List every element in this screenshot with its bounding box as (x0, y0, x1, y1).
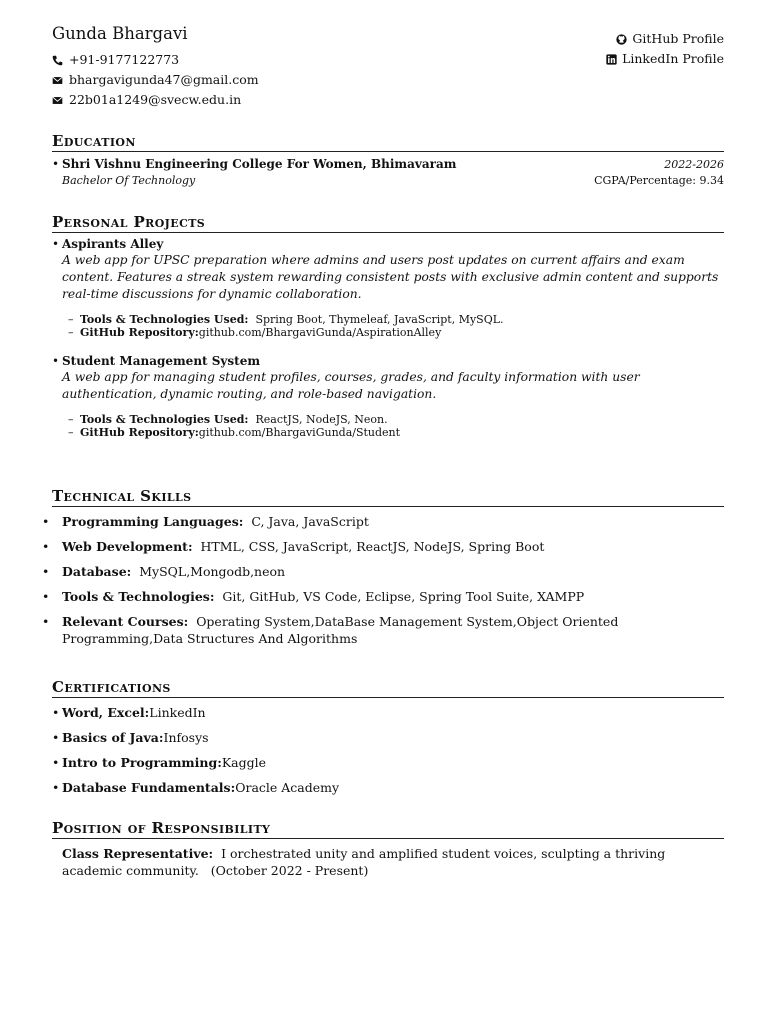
linkedin-profile-link[interactable] (606, 48, 724, 68)
tools-label: Tools & Technologies Used: (80, 313, 249, 326)
bullet: • (52, 237, 60, 251)
project-description: A web app for managing student profiles, courses, grades, and faculty information with user authentication, dynamic routing, and role-based navigation. (62, 370, 640, 401)
linkedin-link-label: LinkedIn Profile (622, 50, 724, 66)
linkedin-icon (606, 53, 617, 64)
project-description: A web app for UPSC preparation where admins and users post updates on current affairs and exam content. Features a streak system rewarding consistent posts with exclusive admin content and supports real-time discussions for dynamic collaboration. (62, 253, 719, 301)
education-entry (52, 157, 724, 171)
cert-label: Intro to Programming: (62, 755, 222, 770)
certification-item: • Intro to Programming:Kaggle (52, 755, 267, 770)
certification-item: • Basics of Java:Infosys (52, 730, 209, 745)
section-title-responsibility: Position of Responsibility (52, 819, 724, 839)
cert-issuer: Infosys (163, 730, 209, 745)
skill-label: Programming Languages: (62, 514, 244, 529)
skill-item: • Tools & Technologies: Git, GitHub, VS Code, Eclipse, Spring Tool Suite, XAMPP (42, 589, 585, 604)
cert-label: Word, Excel: (62, 705, 150, 720)
cert-issuer: Oracle Academy (235, 780, 340, 795)
repo-link[interactable]: github.com/BhargaviGunda/AspirationAlley (198, 326, 442, 339)
role-label: Class Representative: (62, 846, 214, 861)
project-details: – Tools & Technologies Used: ReactJS, NodeJS, Neon. – GitHub Repository:github.com/BhargaviGunda/Student (68, 413, 401, 439)
tools-value: Spring Boot, Thymeleaf, JavaScript, MySQL. (255, 313, 504, 326)
skill-label: Relevant Courses: (62, 614, 189, 629)
cert-label: Basics of Java: (62, 730, 164, 745)
email-personal[interactable]: bhargavigunda47@gmail.com (69, 72, 259, 87)
cert-issuer: Kaggle (221, 755, 267, 770)
section-title-certifications: Certifications (52, 678, 724, 698)
skill-value: C, Java, JavaScript (251, 514, 369, 529)
email-line-1 (52, 72, 259, 87)
project-item (52, 354, 724, 439)
cert-label: Database Fundamentals: (62, 780, 236, 795)
section-title-projects: Personal Projects (52, 213, 724, 233)
section-title-education: Education (52, 132, 724, 152)
section-title-skills: Technical Skills (52, 487, 724, 507)
project-name: Student Management System (62, 354, 261, 368)
phone-number[interactable]: +91-9177122773 (69, 52, 180, 67)
skill-value: MySQL,Mongodb,neon (139, 564, 286, 579)
institution-name: Shri Vishnu Engineering College For Women, Bhimavaram (62, 157, 457, 171)
project-item (52, 237, 724, 339)
repo-label: GitHub Repository: (80, 426, 199, 439)
profile-links (606, 28, 724, 68)
repo-link[interactable]: github.com/BhargaviGunda/Student (198, 426, 401, 439)
candidate-name: Gunda Bhargavi (52, 24, 188, 43)
cert-issuer: LinkedIn (149, 705, 206, 720)
bullet: • (52, 354, 60, 368)
envelope-icon (52, 94, 63, 105)
github-profile-link[interactable] (606, 28, 724, 48)
envelope-icon (52, 74, 63, 85)
resume-page (42, 24, 724, 878)
skill-label: Web Development: (62, 539, 193, 554)
role-period: (October 2022 - Present) (210, 863, 369, 878)
responsibility-section (52, 819, 724, 879)
skill-item: • Web Development: HTML, CSS, JavaScript, ReactJS, NodeJS, Spring Boot (42, 539, 545, 554)
email-line-2 (52, 92, 241, 107)
skill-value: HTML, CSS, JavaScript, ReactJS, NodeJS, Spring Boot (200, 539, 545, 554)
tools-label: Tools & Technologies Used: (80, 413, 249, 426)
skill-value: Operating System,DataBase Management System,Object Oriented Programming,Data Structures And Algorithms (62, 614, 619, 646)
certification-item: • Word, Excel:LinkedIn (52, 705, 206, 720)
email-college[interactable]: 22b01a1249@svecw.edu.in (69, 92, 242, 107)
skill-value: Git, GitHub, VS Code, Eclipse, Spring Tool Suite, XAMPP (222, 589, 585, 604)
phone-line (52, 52, 179, 67)
education-section (52, 132, 724, 187)
phone-icon (52, 54, 63, 65)
certifications-section (52, 678, 724, 796)
project-details: – Tools & Technologies Used: Spring Boot, Thymeleaf, JavaScript, MySQL. – GitHub Repository:github.com/BhargaviGunda/AspirationAlley (68, 313, 504, 339)
resume-header (52, 24, 724, 114)
skill-label: Tools & Technologies: (62, 589, 215, 604)
degree-name: Bachelor Of Technology (62, 174, 196, 187)
cgpa-score: CGPA/Percentage: 9.34 (594, 174, 724, 187)
skill-item: • Database: MySQL,Mongodb,neon (42, 564, 286, 579)
projects-section (52, 213, 724, 439)
skill-item: • Programming Languages: C, Java, JavaScript (42, 514, 369, 529)
tools-value: ReactJS, NodeJS, Neon. (255, 413, 388, 426)
skills-section (42, 487, 724, 647)
skill-label: Database: (62, 564, 132, 579)
repo-label: GitHub Repository: (80, 326, 199, 339)
github-icon (616, 33, 627, 44)
responsibility-entry (52, 845, 724, 879)
education-details (52, 174, 724, 187)
skill-item: • Relevant Courses: Operating System,DataBase Management System,Object Oriented Programming,Data Structures And Algorithms (42, 614, 619, 646)
role-description: I orchestrated unity and amplified student voices, sculpting a thriving academic community. (62, 846, 666, 878)
education-years: 2022-2026 (664, 158, 724, 171)
bullet: • (52, 157, 60, 171)
github-link-label: GitHub Profile (632, 30, 724, 46)
certification-item: • Database Fundamentals:Oracle Academy (52, 780, 340, 795)
project-name: Aspirants Alley (62, 237, 164, 251)
